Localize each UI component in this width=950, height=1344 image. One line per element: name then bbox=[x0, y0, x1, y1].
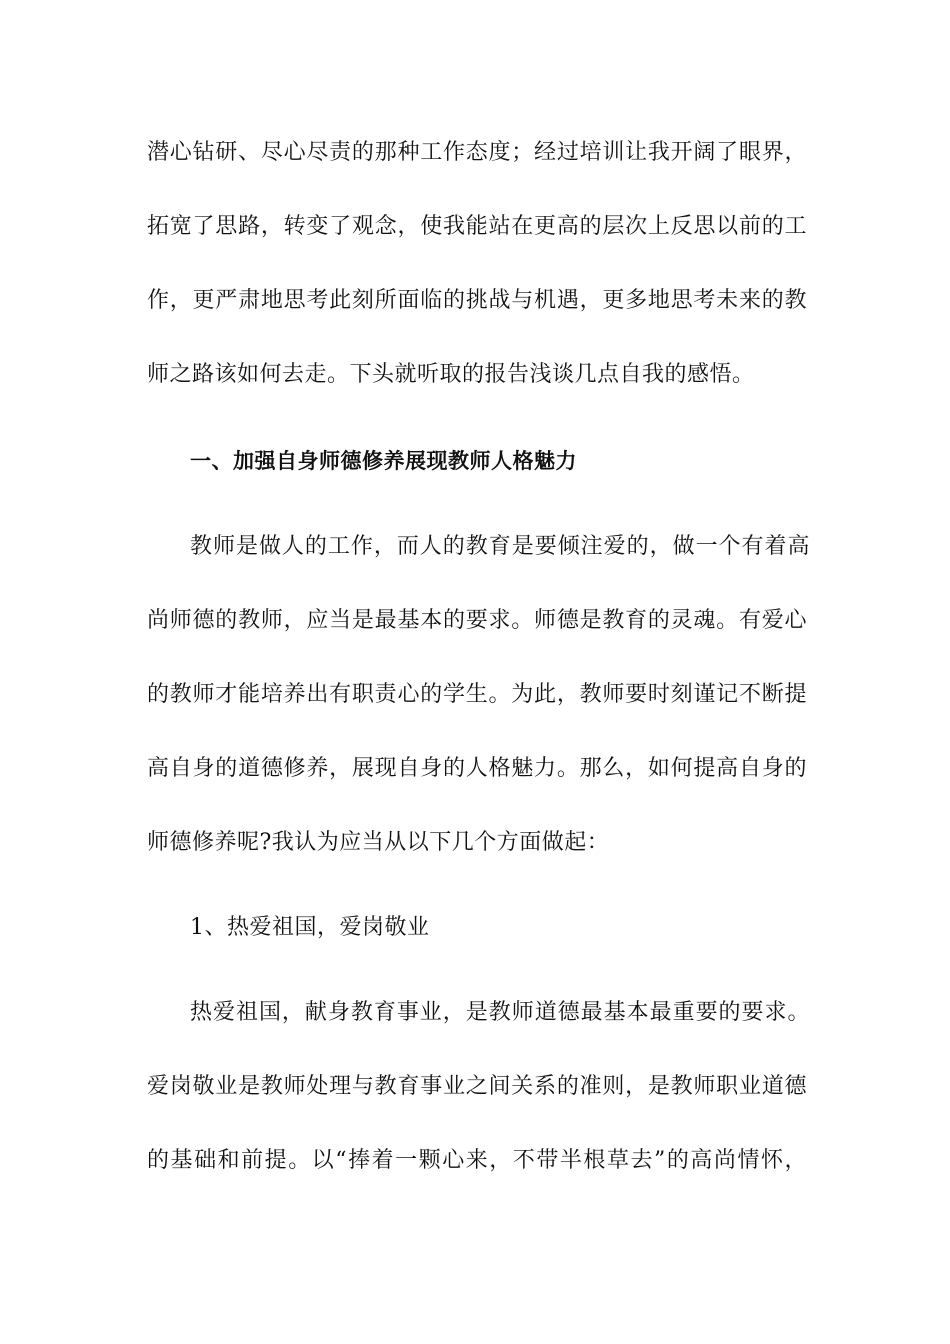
paragraph-line: 的教师才能培养出有职责心的学生。为此，教师要时刻谨记不断提 bbox=[147, 682, 807, 707]
paragraph-line: 师之路该如何去走。下头就听取的报告浅谈几点自我的感悟。 bbox=[147, 362, 755, 387]
paragraph-line: 的基础和前提。以“捧着一颗心来，不带半根草去”的高尚情怀， bbox=[147, 1148, 807, 1173]
paragraph-line: 潜心钻研、尽心尽责的那种工作态度；经过培训让我开阔了眼界， bbox=[147, 140, 807, 165]
section-heading: 一、加强自身师德修养展现教师人格魅力 bbox=[190, 449, 577, 473]
paragraph-line: 热爱祖国，献身教育事业，是教师道德最基本最重要的要求。 bbox=[190, 1000, 810, 1025]
subsection-heading: 1、热爱祖国，爱岗敬业 bbox=[190, 915, 430, 940]
paragraph-line: 作，更严肃地思考此刻所面临的挑战与机遇，更多地思考未来的教 bbox=[147, 288, 807, 313]
paragraph-line: 爱岗敬业是教师处理与教育事业之间关系的准则，是教师职业道德 bbox=[147, 1074, 807, 1099]
paragraph-line: 拓宽了思路，转变了观念，使我能站在更高的层次上反思以前的工 bbox=[147, 214, 807, 239]
paragraph-line: 高自身的道德修养，展现自身的人格魅力。那么，如何提高自身的 bbox=[147, 756, 807, 781]
paragraph-line: 教师是做人的工作，而人的教育是要倾注爱的，做一个有着高 bbox=[190, 534, 810, 559]
paragraph-line: 尚师德的教师，应当是最基本的要求。师德是教育的灵魂。有爱心 bbox=[147, 608, 807, 633]
paragraph-line: 师德修养呢?我认为应当从以下几个方面做起： bbox=[147, 830, 610, 855]
